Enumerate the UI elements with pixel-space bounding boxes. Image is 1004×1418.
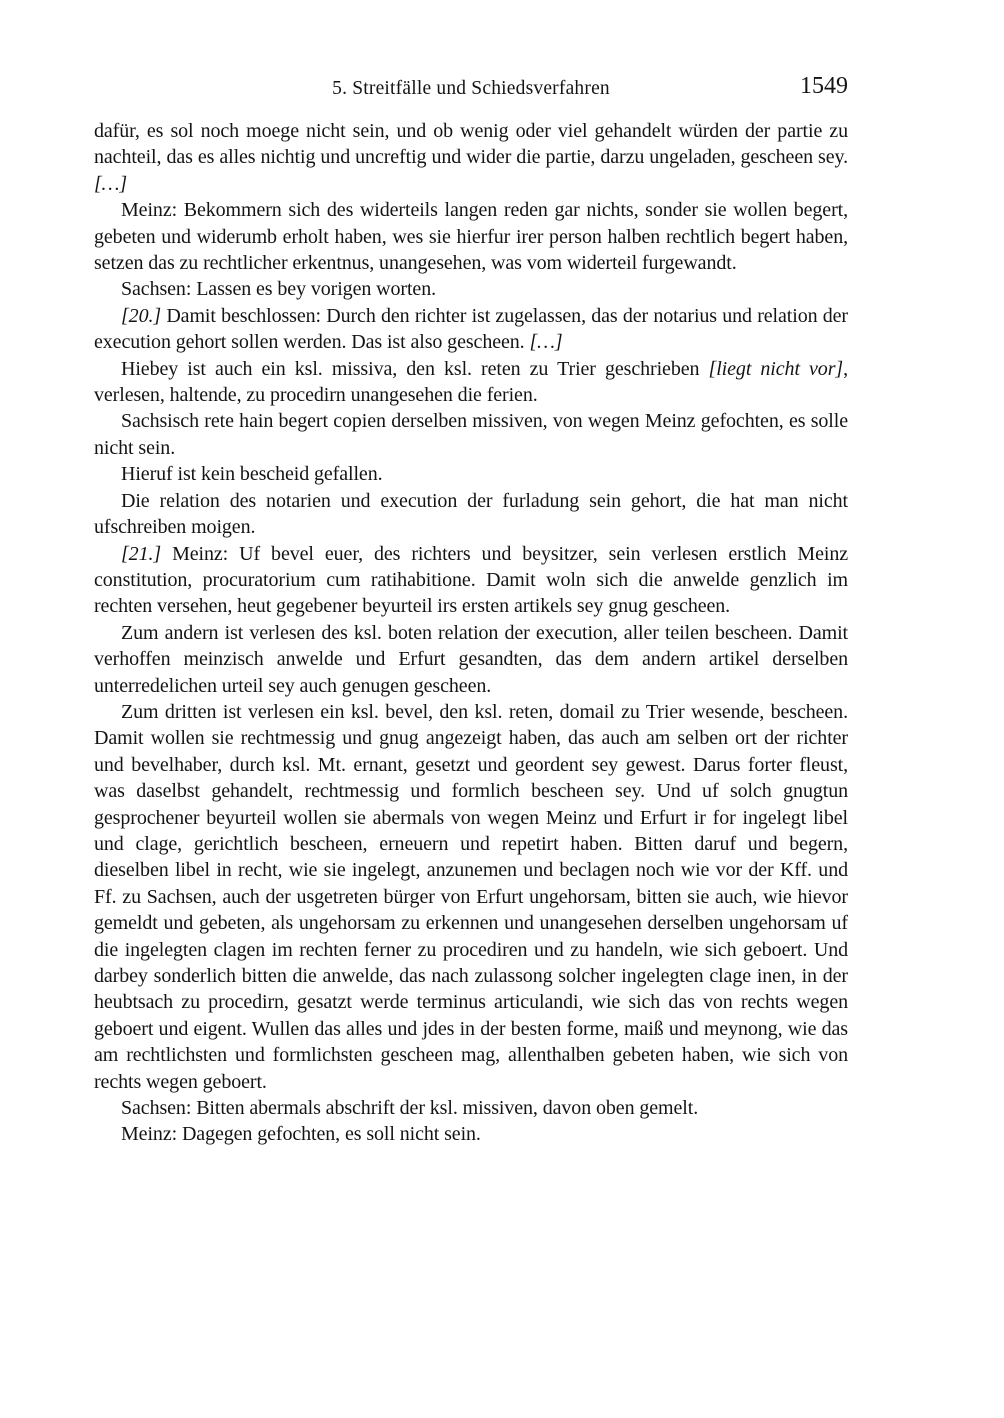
- text-run: Damit beschlossen: Durch den richter ist zugelassen, das der notarius und relation der execution gehort sollen werden. Das ist also gescheen.: [94, 304, 848, 354]
- paragraph: [94, 197, 848, 276]
- text-run: Hiebey ist auch ein ksl. missiva, den ksl. reten zu Trier geschrieben: [121, 357, 709, 380]
- paragraph: [94, 118, 848, 197]
- paragraph: [94, 620, 848, 699]
- running-header: [94, 73, 848, 102]
- paragraph: [94, 303, 848, 356]
- editorial-note-text: […]: [529, 331, 563, 354]
- chapter-title: 5. Streitfälle und Schiedsverfahren: [332, 78, 610, 99]
- editorial-note-text: [20.]: [121, 304, 162, 327]
- text-body: [94, 118, 848, 1148]
- text-run: Zum andern ist verlesen des ksl. boten relation der execution, aller teilen bescheen. Damit verhoffen meinzisch anwelde und Erfurt gesandten, das dem andern artikel derselben unterredelichen urteil sey auch genugen gescheen.: [94, 621, 848, 697]
- text-run: Meinz: Dagegen gefochten, es soll nicht sein.: [121, 1123, 481, 1146]
- text-run: dafür, es sol noch moege nicht sein, und ob wenig oder viel gehandelt würden der partie zu nachteil, das es alles nichtig und uncreftig und wider die partie, darzu ungeladen, gescheen sey.: [94, 120, 848, 169]
- paragraph: [94, 1121, 848, 1147]
- editorial-note-text: [21.]: [121, 542, 162, 565]
- text-run: Sachsen: Lassen es bey vorigen worten.: [121, 278, 436, 301]
- page-number: 1549: [800, 73, 848, 99]
- paragraph: [94, 356, 848, 409]
- editorial-note-text: […]: [94, 172, 128, 195]
- text-run: , verlesen, haltende, zu procedirn unangesehen die ferien.: [94, 357, 848, 407]
- text-run: Hieruf ist kein bescheid gefallen.: [121, 463, 383, 486]
- editorial-note-text: [liegt nicht vor]: [708, 357, 844, 380]
- text-run: Meinz: Uf bevel euer, des richters und beysitzer, sein verlesen erstlich Meinz constitution, procuratorium cum ratihabitione. Damit woln sich die anwelde genzlich im rechten versehen, heut gegebener beyurteil irs ersten artikels sey gnug gescheen.: [94, 542, 848, 618]
- paragraph: [94, 488, 848, 541]
- text-run: Zum dritten ist verlesen ein ksl. bevel, den ksl. reten, domail zu Trier wesende, bescheen. Damit wollen sie rechtmessig und gnug angezeigt haben, das auch am selben ort der richter und bevelhaber, durch ksl. Mt. ernant, gesetzt und geordent sey gewest. Darus forter fleust, was daselbst gehandelt, rechtmessig und formlich bescheen sey. Und uf solch gnugtun gesprochener beyurteil wollen sie abermals von wegen Meinz und Erfurt ir for ingelegt libel und clage, gerichtlich bescheen, erneuern und repetirt haben. Bitten daruf und begern, dieselben libel in recht, wie sie ingelegt, anzunemen und beclagen noch wie vor der Kff. und Ff. zu Sachsen, auch der usgetreten bürger von Erfurt ungehorsam, bitten sie auch, wie hievor gemeldt und gebeten, als ungehorsam zu erkennen und unangesehen derselben ungehorsam uf die ingelegten clagen im rechten ferner zu procediren und zu handeln, wie sich geboert. Und darbey sonderlich bitten die anwelde, das nach zulassong solcher ingelegten clage inen, in der heubtsach zu procedirn, gesatzt werde terminus articulandi, wie sich das von rechts wegen geboert und eigent. Wullen das alles und jdes in der besten forme, maiß und meynong, wie das am rechtlichsten und formlichsten gescheen mag, allenthalben gebeten haben, wie sich von rechts wegen geboert.: [94, 700, 848, 1093]
- paragraph: [94, 1095, 848, 1121]
- paragraph: [94, 461, 848, 487]
- paragraph: [94, 541, 848, 620]
- paragraph: [94, 408, 848, 461]
- text-run: Sachsen: Bitten abermals abschrift der ksl. missiven, davon oben gemelt.: [121, 1097, 699, 1120]
- paragraph: [94, 276, 848, 302]
- text-run: Sachsisch rete hain begert copien derselben missiven, von wegen Meinz gefochten, es solle nicht sein.: [94, 410, 848, 459]
- text-run: Meinz: Bekommern sich des widerteils langen reden gar nichts, sonder sie wollen begert, gebeten und widerumb erholt haben, wes sie hierfur irer person halben rechtlich begert haben, setzen das zu rechtlicher erkentnus, unangesehen, was vom widerteil furgewandt.: [94, 199, 848, 275]
- text-run: Die relation des notarien und execution der furladung sein gehort, die hat man nicht ufschreiben moigen.: [94, 489, 848, 539]
- paragraph: [94, 699, 848, 1095]
